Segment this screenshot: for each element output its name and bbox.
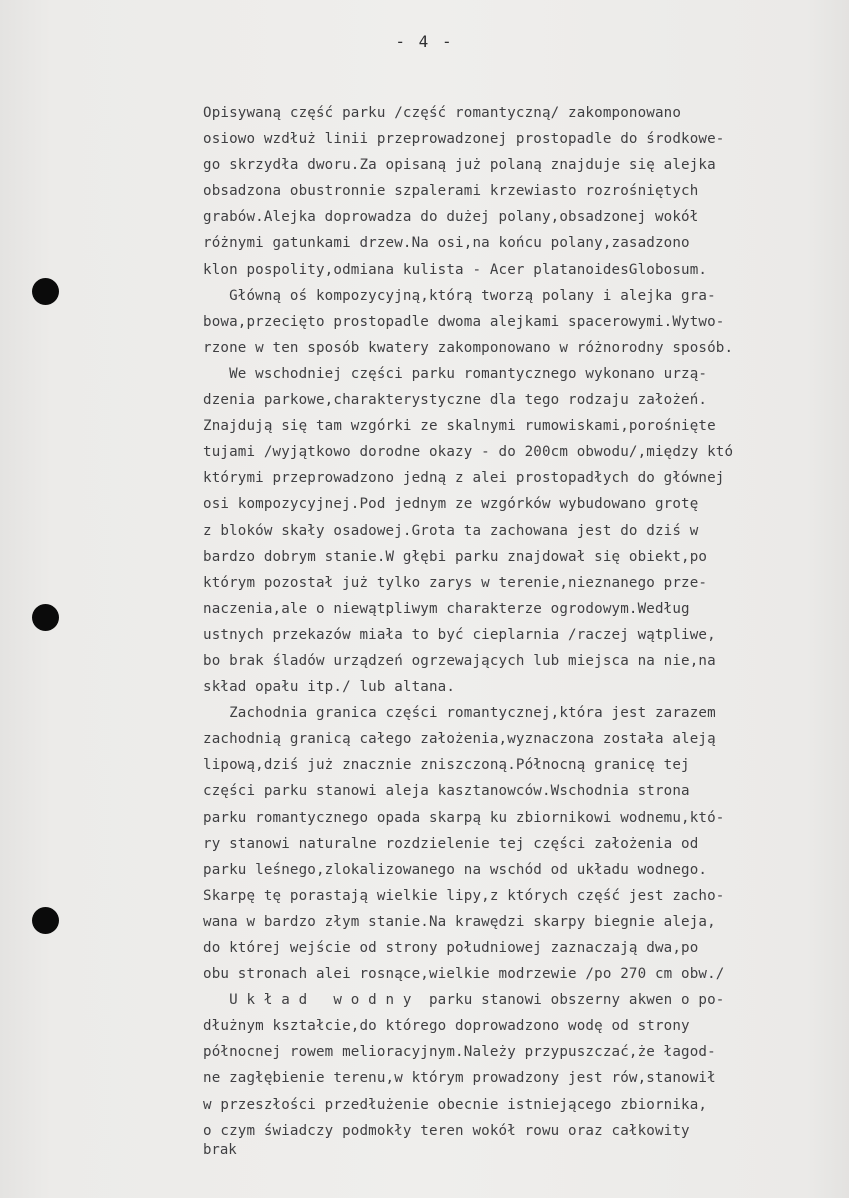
text-line: części parku stanowi aleja kasztanowców.Wschodnia strona bbox=[203, 783, 690, 800]
text-line: obsadzona obustronnie szpalerami krzewiasto rozrośniętych bbox=[203, 183, 699, 200]
text-line: skład opału itp./ lub altana. bbox=[203, 679, 456, 696]
text-line: wana w bardzo złym stanie.Na krawędzi skarpy biegnie aleja, bbox=[203, 913, 716, 930]
text-line: obu stronach alei rosnące,wielkie modrzewie /po 270 cm obw./ bbox=[203, 966, 725, 983]
text-line: którym pozostał już tylko zarys w terenie,nieznanego prze- bbox=[203, 574, 708, 591]
text-line: którymi przeprowadzono jedną z alei prostopadłych do głównej bbox=[203, 470, 725, 487]
text-line: Skarpę tę porastają wielkie lipy,z których część jest zacho- bbox=[203, 887, 725, 904]
text-line: grabów.Alejka doprowadza do dużej polany,obsadzonej wokół bbox=[203, 209, 699, 226]
text-line: bo brak śladów urządzeń ogrzewających lub miejsca na nie,na bbox=[203, 652, 716, 669]
text-line: ustnych przekazów miała to być cieplarnia /raczej wątpliwe, bbox=[203, 626, 716, 643]
text-line: naczenia,ale o niewątpliwym charakterze ogrodowym.Według bbox=[203, 600, 690, 617]
page-number: - 4 - bbox=[395, 32, 454, 51]
text-line: osiowo wzdłuż linii przeprowadzonej prostopadle do środkowe- bbox=[203, 131, 725, 148]
text-line: ry stanowi naturalne rozdzielenie tej części założenia od bbox=[203, 835, 699, 852]
text-line: zachodnią granicą całego założenia,wyznaczona została aleją bbox=[203, 731, 716, 748]
text-line: parku romantycznego opada skarpą ku zbiornikowi wodnemu,któ- bbox=[203, 809, 725, 826]
text-line: do której wejście od strony południowej zaznaczają dwa,po bbox=[203, 940, 699, 956]
text-line: o czym świadczy podmokły teren wokół rowu oraz całkowity bbox=[203, 1122, 690, 1139]
text-line: U k ł a d w o d n y parku stanowi obszerny akwen o po- bbox=[203, 992, 725, 1009]
text-line: bardzo dobrym stanie.W głębi parku znajdował się obiekt,po bbox=[203, 548, 708, 565]
text-line: w przeszłości przedłużenie obecnie istniejącego zbiornika, bbox=[203, 1096, 708, 1113]
text-line: osi kompozycyjnej.Pod jednym ze wzgórków wybudowano grotę bbox=[203, 496, 699, 513]
text-line: ne zagłębienie terenu,w którym prowadzony jest rów,stanowił bbox=[203, 1070, 716, 1087]
typed-body-text bbox=[203, 100, 843, 1144]
text-line: Znajdują się tam wzgórki ze skalnymi rumowiskami,porośnięte bbox=[203, 418, 716, 435]
text-line: go skrzydła dworu.Za opisaną już polaną znajduje się alejka bbox=[203, 157, 716, 174]
punch-hole-bottom bbox=[32, 907, 59, 934]
text-line: tujami /wyjątkowo dorodne okazy - do 200cm obwodu/,między któ bbox=[203, 444, 734, 461]
text-line: północnej rowem melioracyjnym.Należy przypuszczać,że łagod- bbox=[203, 1044, 716, 1061]
catchword: brak bbox=[203, 1142, 237, 1158]
text-line: Opisywaną część parku /część romantyczną/ zakomponowano bbox=[203, 105, 682, 121]
text-line: Zachodnia granica części romantycznej,która jest zarazem bbox=[203, 705, 716, 722]
text-line: rzone w ten sposób kwatery zakomponowano w różnorodny sposób. bbox=[203, 339, 734, 356]
text-line: parku leśnego,zlokalizowanego na wschód od układu wodnego. bbox=[203, 861, 708, 878]
punch-hole-middle bbox=[32, 604, 59, 631]
text-line: bowa,przecięto prostopadle dwoma alejkami spacerowymi.Wytwo- bbox=[203, 313, 725, 330]
text-line: lipową,dziś już znacznie zniszczoną.Północną granicę tej bbox=[203, 757, 690, 774]
text-line: We wschodniej części parku romantycznego wykonano urzą- bbox=[203, 365, 708, 382]
text-line: różnymi gatunkami drzew.Na osi,na końcu polany,zasadzono bbox=[203, 235, 690, 252]
text-line: z bloków skały osadowej.Grota ta zachowana jest do dziś w bbox=[203, 522, 699, 539]
punch-hole-top bbox=[32, 278, 59, 305]
text-line: klon pospolity,odmiana kulista - Acer platanoidesGlobosum. bbox=[203, 261, 708, 278]
text-line: dzenia parkowe,charakterystyczne dla tego rodzaju założeń. bbox=[203, 392, 708, 409]
text-line: dłużnym kształcie,do którego doprowadzono wodę od strony bbox=[203, 1018, 690, 1035]
text-line: Główną oś kompozycyjną,którą tworzą polany i alejka gra- bbox=[203, 287, 716, 304]
